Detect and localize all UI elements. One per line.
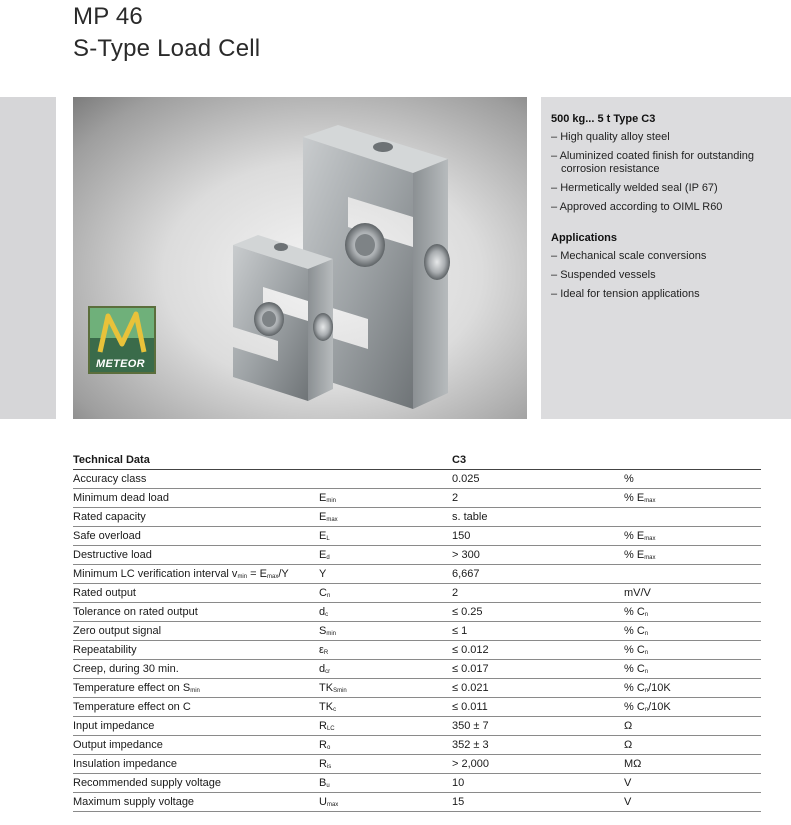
table-row	[73, 584, 761, 603]
unit-text: % C	[624, 701, 645, 713]
parameter-text: Rated capacity	[73, 511, 146, 523]
row-unit	[624, 755, 641, 774]
subscript: max	[326, 517, 338, 523]
symbol-text: R	[319, 739, 327, 751]
subscript: n	[644, 707, 649, 713]
parameter-text: Repeatability	[73, 644, 137, 656]
row-parameter	[73, 546, 152, 565]
subscript: c	[325, 612, 329, 618]
table-row	[73, 489, 761, 508]
table-header-row	[73, 451, 761, 470]
table-row	[73, 565, 761, 584]
row-value: ≤ 0.021	[452, 682, 489, 694]
subscript: min	[326, 498, 337, 504]
row-value: s. table	[452, 511, 488, 523]
row-parameter	[73, 508, 146, 527]
subscript: min	[326, 631, 337, 637]
row-value: 6,667	[452, 568, 480, 580]
subscript: is	[326, 764, 332, 770]
symbol-text: U	[319, 796, 327, 808]
subscript: o	[326, 745, 331, 751]
unit-text: %	[624, 473, 634, 485]
row-parameter	[73, 584, 136, 603]
table-row	[73, 698, 761, 717]
unit-text: % C	[624, 625, 645, 637]
row-parameter	[73, 603, 198, 622]
row-parameter	[73, 717, 154, 736]
row-unit	[624, 584, 651, 603]
symbol-text: S	[319, 625, 327, 637]
product-title: S-Type Load Cell	[73, 35, 261, 62]
list-item: – Mechanical scale conversions	[551, 250, 781, 263]
table-row	[73, 622, 761, 641]
row-value: ≤ 1	[452, 625, 468, 637]
title-block	[73, 2, 260, 66]
subscript: max	[266, 574, 279, 580]
row-value: ≤ 0.017	[452, 663, 489, 675]
list-item: – Hermetically welded seal (IP 67)	[551, 182, 781, 195]
subscript: n	[326, 593, 331, 599]
row-symbol	[319, 793, 338, 815]
subscript: max	[644, 536, 656, 542]
parameter-text: Accuracy class	[73, 473, 147, 485]
parameter-text: Temperature effect on S	[73, 682, 191, 694]
row-unit	[624, 793, 631, 812]
unit-text: Ω	[624, 739, 633, 751]
subscript: n	[644, 631, 649, 637]
parameter-text: Minimum dead load	[73, 492, 169, 504]
row-value: 2	[452, 587, 459, 599]
subscript: n	[644, 612, 649, 618]
applications-heading: Applications	[551, 232, 618, 244]
symbol-text: d	[319, 606, 326, 618]
subscript: c	[333, 707, 337, 713]
symbol-text: ε	[319, 644, 324, 656]
symbol-text: C	[319, 587, 327, 599]
table-row	[73, 603, 761, 622]
subscript: n	[644, 650, 649, 656]
parameter-text: Destructive load	[73, 549, 152, 561]
row-value: 15	[452, 796, 465, 808]
list-item: – Suspended vessels	[551, 269, 781, 282]
subscript: R	[323, 650, 329, 656]
row-value: 150	[452, 530, 471, 542]
parameter-text: Zero output signal	[73, 625, 162, 637]
parameter-text: Input impedance	[73, 720, 155, 732]
symbol-text: TK	[319, 701, 334, 713]
row-parameter	[73, 527, 141, 546]
symbol-text: E	[319, 530, 327, 542]
class-label: C3	[452, 454, 467, 466]
features-heading: 500 kg... 5 t Type C3	[551, 113, 656, 125]
list-item: – Ideal for tension applications	[551, 288, 781, 301]
subscript: max	[326, 802, 339, 808]
row-parameter	[73, 660, 179, 679]
feature-panel	[541, 97, 791, 419]
row-value: 2	[452, 492, 459, 504]
list-item: – Aluminized coated finish for outstanding corrosion resistance	[551, 150, 781, 176]
unit-text: % C	[624, 663, 645, 675]
unit-text: % E	[624, 549, 645, 561]
subscript: Smin	[333, 688, 347, 694]
row-parameter	[73, 489, 169, 508]
row-parameter	[73, 622, 161, 641]
list-item: – High quality alloy steel	[551, 131, 781, 144]
table-row	[73, 736, 761, 755]
parameter-text: /Y	[278, 568, 289, 580]
applications-list	[551, 250, 781, 301]
unit-text: % C	[624, 606, 645, 618]
row-unit	[624, 736, 632, 755]
unit-text: V	[624, 796, 632, 808]
row-unit	[624, 470, 634, 489]
row-value: ≤ 0.012	[452, 644, 489, 656]
table-row	[73, 755, 761, 774]
symbol-text: E	[319, 511, 327, 523]
table-row	[73, 470, 761, 489]
subscript: L	[326, 536, 330, 542]
technical-heading: Technical Data	[73, 454, 150, 466]
parameter-text: Temperature effect on C	[73, 701, 191, 713]
row-parameter	[73, 755, 177, 774]
table-row	[73, 508, 761, 527]
row-value: ≤ 0.25	[452, 606, 483, 618]
symbol-text: TK	[319, 682, 334, 694]
parameter-text: Output impedance	[73, 739, 163, 751]
symbol-text: R	[319, 720, 327, 732]
subscript: n	[644, 688, 649, 694]
table-row	[73, 717, 761, 736]
row-value: > 2,000	[452, 758, 490, 770]
subscript: max	[644, 498, 656, 504]
unit-text: Ω	[624, 720, 633, 732]
unit-text: /10K	[648, 682, 671, 694]
parameter-text: Minimum LC verification interval v	[73, 568, 238, 580]
symbol-text: R	[319, 758, 327, 770]
parameter-text: = E	[247, 568, 267, 580]
table-row	[73, 793, 761, 812]
table-row	[73, 527, 761, 546]
subscript: u	[326, 783, 330, 789]
unit-text: % C	[624, 682, 645, 694]
row-value: 0.025	[452, 473, 480, 485]
list-item: – Approved according to OIML R60	[551, 201, 781, 214]
subscript: LC	[326, 726, 335, 732]
subscript: max	[644, 555, 656, 561]
row-parameter	[73, 774, 221, 793]
row-value: 10	[452, 777, 465, 789]
row-parameter	[73, 793, 194, 812]
left-decorative-band	[0, 97, 56, 419]
subscript: min	[237, 574, 248, 580]
row-unit	[624, 717, 632, 736]
meteor-logo	[88, 306, 156, 374]
parameter-text: Recommended supply voltage	[73, 777, 221, 789]
row-parameter	[73, 470, 146, 489]
row-parameter	[73, 698, 191, 717]
unit-text: % E	[624, 492, 645, 504]
subscript: min	[190, 688, 200, 694]
features-list	[551, 131, 781, 214]
parameter-text: Tolerance on rated output	[73, 606, 198, 618]
unit-text: mV/V	[624, 587, 651, 599]
table-row	[73, 546, 761, 565]
unit-text: % C	[624, 644, 645, 656]
parameter-text: Rated output	[73, 587, 136, 599]
row-value: > 300	[452, 549, 480, 561]
symbol-text: E	[319, 549, 327, 561]
model-title: MP 46	[73, 3, 143, 30]
unit-text: V	[624, 777, 632, 789]
table-row	[73, 774, 761, 793]
unit-text: % E	[624, 530, 645, 542]
row-value: 350 ± 7	[452, 720, 489, 732]
symbol-text: B	[319, 777, 327, 789]
table-row	[73, 641, 761, 660]
symbol-text: E	[319, 492, 327, 504]
parameter-text: Insulation impedance	[73, 758, 177, 770]
technical-data-table	[73, 451, 761, 812]
table-row	[73, 679, 761, 698]
logo-text: METEOR	[96, 358, 145, 370]
unit-text: /10K	[648, 701, 671, 713]
row-parameter	[73, 736, 163, 755]
parameter-text: Creep, during 30 min.	[73, 663, 179, 675]
subscript: n	[644, 669, 649, 675]
row-symbol	[319, 565, 326, 584]
table-row	[73, 660, 761, 679]
parameter-text: Safe overload	[73, 530, 141, 542]
unit-text: MΩ	[624, 758, 642, 770]
subscript: cr	[325, 669, 331, 675]
row-value: ≤ 0.011	[452, 701, 488, 713]
parameter-text: Maximum supply voltage	[73, 796, 195, 808]
row-value: 352 ± 3	[452, 739, 489, 751]
symbol-text: Y	[319, 568, 327, 580]
symbol-text: d	[319, 663, 326, 675]
row-unit	[624, 774, 631, 793]
subscript: d	[326, 555, 330, 561]
row-parameter	[73, 641, 137, 660]
